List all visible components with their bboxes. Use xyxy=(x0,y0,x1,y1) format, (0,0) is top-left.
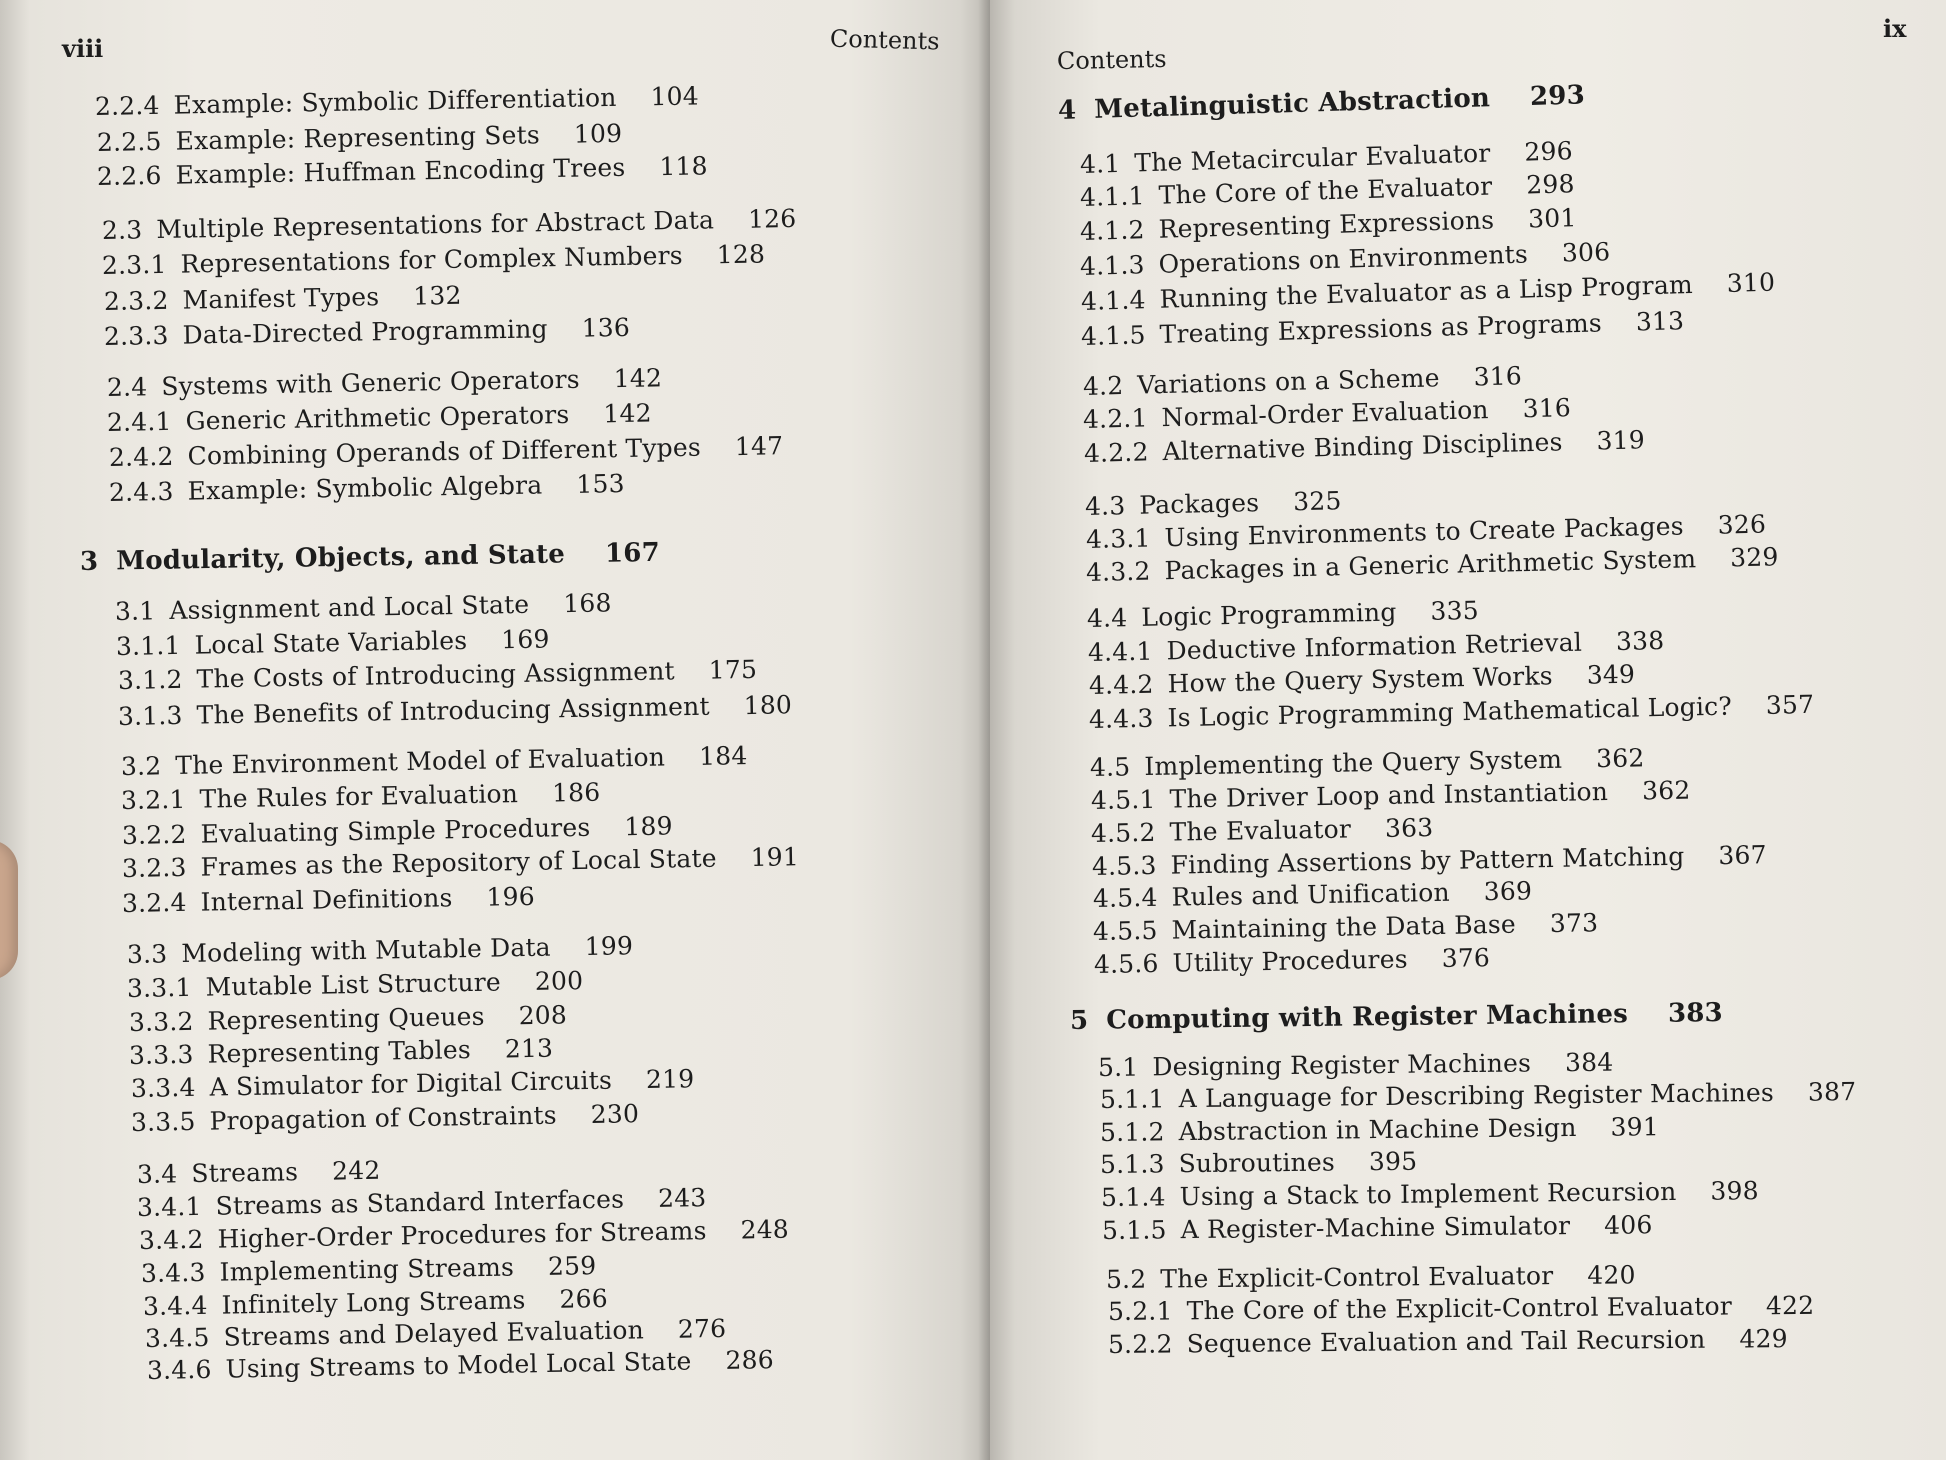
page-ref: 199 xyxy=(584,931,634,962)
toc-chapter xyxy=(80,538,660,577)
page-ref: 180 xyxy=(743,690,793,721)
section-title: Normal-Order Evaluation xyxy=(1161,395,1490,433)
section-number: 4.4 xyxy=(1086,603,1128,633)
page-ref: 142 xyxy=(613,363,663,394)
section-title: Example: Symbolic Algebra xyxy=(187,470,543,506)
section-number: 2.3.3 xyxy=(103,320,169,351)
section-title: Computing with Register Machines xyxy=(1106,999,1629,1036)
section-title: Frames as the Repository of Local State xyxy=(200,843,717,882)
toc-entry xyxy=(1108,1291,1815,1326)
toc-entry xyxy=(141,1251,597,1288)
section-title: The Rules for Evaluation xyxy=(199,779,519,814)
page-ref: 266 xyxy=(559,1283,609,1314)
toc-entry xyxy=(102,204,797,245)
page-ref: 301 xyxy=(1527,203,1577,234)
section-number: 5.2 xyxy=(1105,1264,1147,1294)
section-title: Streams as Standard Interfaces xyxy=(215,1184,625,1221)
toc-entry xyxy=(137,1156,381,1189)
page-ref: 362 xyxy=(1641,775,1691,806)
page-ref: 376 xyxy=(1441,943,1491,973)
section-number: 3.3.4 xyxy=(130,1072,196,1103)
toc-entry xyxy=(1100,1077,1857,1114)
section-title: Data-Directed Programming xyxy=(182,314,548,350)
section-number: 2.4.1 xyxy=(106,406,172,437)
section-number: 2.3 xyxy=(101,215,143,245)
section-title: Sequence Evaluation and Tail Recursion xyxy=(1186,1324,1706,1359)
section-title: The Environment Model of Evaluation xyxy=(175,742,666,781)
toc-entry xyxy=(1085,486,1342,521)
section-title: The Metacircular Evaluator xyxy=(1133,138,1491,178)
section-title: Streams xyxy=(191,1157,299,1189)
toc-entry xyxy=(127,966,584,1003)
page-ref: 429 xyxy=(1739,1324,1788,1354)
section-number: 4.3 xyxy=(1084,491,1126,521)
section-number: 3.4.2 xyxy=(138,1224,204,1255)
page-ref: 362 xyxy=(1595,743,1645,774)
section-title: Combining Operands of Different Types xyxy=(187,432,702,471)
page-ref: 422 xyxy=(1765,1290,1815,1321)
section-title: Manifest Types xyxy=(182,282,380,315)
page-ref: 242 xyxy=(331,1155,381,1186)
page-ref: 293 xyxy=(1529,80,1586,112)
toc-entry xyxy=(102,239,766,280)
section-title: Implementing Streams xyxy=(219,1252,515,1287)
section-title: How the Query System Works xyxy=(1167,661,1554,699)
section-number: 3.3.2 xyxy=(128,1006,194,1037)
section-title: Rules and Unification xyxy=(1171,877,1450,912)
section-number: 3.2.4 xyxy=(121,887,187,918)
section-number: 4.1.5 xyxy=(1080,320,1146,351)
section-number: 3.3 xyxy=(126,939,168,969)
page-ref: 391 xyxy=(1610,1112,1660,1142)
page-ref: 248 xyxy=(740,1214,790,1245)
section-title: Infinitely Long Streams xyxy=(221,1285,526,1320)
section-number: 4.2.1 xyxy=(1082,403,1148,434)
section-number: 2.3.1 xyxy=(101,249,167,280)
section-title: Representations for Complex Numbers xyxy=(180,240,683,279)
toc-entry xyxy=(97,119,623,157)
section-title: Representing Queues xyxy=(207,1001,485,1036)
page-ref: 200 xyxy=(534,966,584,996)
section-number: 4.5.1 xyxy=(1090,784,1156,815)
toc-entry xyxy=(127,931,634,969)
toc-entry xyxy=(115,588,612,626)
page-ref: 357 xyxy=(1765,689,1815,720)
page-ref: 306 xyxy=(1561,237,1611,268)
page-ref: 167 xyxy=(604,537,661,569)
page-ref: 316 xyxy=(1473,361,1523,392)
toc-entry xyxy=(1102,1210,1653,1245)
page-ref: 126 xyxy=(747,203,797,234)
section-number: 4.5.4 xyxy=(1092,882,1158,913)
page-ref: 373 xyxy=(1549,908,1599,939)
toc-entry xyxy=(122,882,535,918)
section-title: Example: Huffman Encoding Trees xyxy=(175,152,626,190)
page-ref: 259 xyxy=(547,1251,597,1281)
page-ref: 104 xyxy=(650,81,700,112)
page-ref: 208 xyxy=(518,1000,568,1031)
page-ref: 184 xyxy=(698,741,748,771)
page-ref: 230 xyxy=(590,1099,640,1129)
toc-entry xyxy=(121,778,601,815)
section-title: A Register-Machine Simulator xyxy=(1180,1211,1571,1245)
toc-entry xyxy=(104,313,631,351)
toc-entry xyxy=(95,81,699,121)
section-number: 4.4.3 xyxy=(1088,703,1154,734)
section-title: Abstraction in Machine Design xyxy=(1178,1113,1577,1147)
toc-entry xyxy=(1093,876,1533,913)
section-title: Treating Expressions as Programs xyxy=(1159,308,1603,349)
section-title: The Core of the Evaluator xyxy=(1158,171,1493,210)
section-number: 5.1.3 xyxy=(1099,1149,1165,1179)
page-ref: 213 xyxy=(504,1033,554,1064)
page-ref: 338 xyxy=(1615,625,1665,656)
section-number: 5.2.2 xyxy=(1107,1329,1173,1359)
section-number: 3.4.5 xyxy=(144,1322,210,1353)
page-ref: 384 xyxy=(1564,1047,1614,1078)
section-title: The Benefits of Introducing Assignment xyxy=(196,691,710,730)
page-ref: 313 xyxy=(1635,306,1685,337)
section-title: Metalinguistic Abstraction xyxy=(1093,83,1491,125)
section-number: 3.4 xyxy=(136,1159,178,1189)
toc-entry xyxy=(121,741,748,781)
section-number: 4.2.2 xyxy=(1083,437,1149,468)
toc-chapter xyxy=(1070,998,1723,1036)
toc-entry xyxy=(122,811,673,850)
section-title: Is Logic Programming Mathematical Logic? xyxy=(1167,691,1733,733)
section-title: Local State Variables xyxy=(194,625,468,660)
section-title: Internal Definitions xyxy=(200,883,453,917)
section-number: 5.1.4 xyxy=(1100,1182,1166,1212)
section-number: 2.2.4 xyxy=(94,90,160,121)
page-ref: 398 xyxy=(1710,1176,1759,1206)
section-title: Using Streams to Model Local State xyxy=(225,1346,692,1384)
section-number: 4.1.1 xyxy=(1079,181,1146,212)
page-ref: 118 xyxy=(659,151,709,182)
page-ref: 329 xyxy=(1729,542,1779,573)
page-ref: 387 xyxy=(1807,1077,1857,1107)
section-title: Evaluating Simple Procedures xyxy=(200,812,591,849)
page-ref: 298 xyxy=(1525,169,1576,200)
page-ref: 219 xyxy=(645,1064,695,1095)
section-number: 5.2.1 xyxy=(1107,1296,1173,1326)
section-title: Designing Register Machines xyxy=(1152,1048,1532,1082)
page-ref: 367 xyxy=(1718,840,1767,871)
page-ref: 189 xyxy=(624,811,673,842)
section-number: 4.1 xyxy=(1079,148,1121,179)
page-ref: 243 xyxy=(657,1183,707,1213)
section-number: 4.2 xyxy=(1082,371,1124,401)
section-title: Logic Programming xyxy=(1141,597,1397,632)
section-title: Example: Symbolic Differentiation xyxy=(173,82,617,120)
right-page xyxy=(990,0,1946,1460)
section-title: Systems with Generic Operators xyxy=(161,364,581,402)
section-number: 3.1 xyxy=(114,596,156,626)
toc-entry xyxy=(109,431,784,472)
section-title: Assignment and Local State xyxy=(169,589,530,626)
toc-entry xyxy=(97,151,708,191)
toc-entry xyxy=(118,655,758,695)
toc-entry xyxy=(1101,1176,1759,1212)
section-number: 3 xyxy=(79,546,99,577)
page-ref: 142 xyxy=(603,398,652,429)
section-title: Finding Assertions by Pattern Matching xyxy=(1170,841,1685,880)
section-number: 4.1.4 xyxy=(1080,285,1147,316)
toc-entry xyxy=(137,1183,707,1222)
toc-entry xyxy=(118,690,793,731)
page-ref: 175 xyxy=(708,654,758,685)
section-number: 4.5 xyxy=(1089,752,1131,782)
section-title: Packages xyxy=(1139,488,1260,520)
toc-entry xyxy=(1092,840,1767,881)
section-number: 4.5.3 xyxy=(1091,850,1157,881)
page-ref: 276 xyxy=(677,1313,727,1344)
page-ref: 326 xyxy=(1717,509,1767,540)
section-title: Running the Evaluator as a Lisp Program xyxy=(1159,269,1694,314)
section-title: Mutable List Structure xyxy=(205,967,502,1002)
section-number: 3.1.2 xyxy=(117,664,183,695)
toc-entry xyxy=(1100,1112,1659,1147)
section-title: Example: Representing Sets xyxy=(175,120,541,156)
toc-entry xyxy=(1108,1324,1788,1359)
toc-list xyxy=(990,0,1946,1460)
toc-entry xyxy=(131,1064,695,1103)
toc-entry xyxy=(129,1034,554,1070)
section-title: Subroutines xyxy=(1178,1147,1336,1179)
section-title: The Evaluator xyxy=(1169,814,1352,847)
section-number: 2.3.2 xyxy=(103,285,169,316)
section-title: A Language for Describing Register Machines xyxy=(1178,1077,1775,1114)
section-number: 3.4.3 xyxy=(140,1257,206,1288)
section-number: 5.1.5 xyxy=(1101,1215,1167,1245)
page-number: ix xyxy=(1883,14,1907,43)
toc-entry xyxy=(1087,596,1479,633)
running-head: Contents xyxy=(829,24,940,56)
section-title: Multiple Representations for Abstract Data xyxy=(156,205,715,245)
section-number: 2.2.6 xyxy=(96,160,162,191)
page-ref: 147 xyxy=(734,431,784,462)
section-title: Higher-Order Procedures for Streams xyxy=(217,1216,707,1254)
section-number: 4 xyxy=(1057,95,1077,126)
page-ref: 286 xyxy=(725,1345,775,1375)
toc-entry xyxy=(1091,813,1434,848)
section-title: Using Environments to Create Packages xyxy=(1164,511,1685,553)
section-title: Streams and Delayed Evaluation xyxy=(223,1315,645,1352)
section-number: 2.2.5 xyxy=(96,126,162,157)
section-number: 4.5.2 xyxy=(1090,817,1156,848)
section-number: 3.1.3 xyxy=(117,700,183,731)
toc-entry xyxy=(131,1099,640,1137)
section-title: Variations on a Scheme xyxy=(1136,363,1440,400)
toc-entry xyxy=(1089,660,1636,700)
toc-entry xyxy=(109,469,625,507)
section-number: 4.3.2 xyxy=(1085,556,1151,587)
section-number: 3.3.1 xyxy=(126,972,192,1003)
section-title: Implementing the Query System xyxy=(1144,744,1563,782)
page-ref: 383 xyxy=(1667,998,1724,1029)
toc-entry xyxy=(1091,776,1691,815)
toc-entry xyxy=(1106,1260,1636,1294)
toc-entry xyxy=(1094,943,1491,979)
page-ref: 168 xyxy=(563,588,612,619)
toc-entry xyxy=(143,1284,608,1321)
toc-entry xyxy=(1100,1147,1418,1179)
section-title: Maintaining the Data Base xyxy=(1171,909,1517,945)
section-number: 4.1.3 xyxy=(1079,250,1146,281)
toc-entry xyxy=(116,624,550,661)
page-ref: 153 xyxy=(576,469,625,499)
section-title: The Driver Loop and Instantiation xyxy=(1169,776,1609,814)
section-number: 4.5.6 xyxy=(1093,948,1159,979)
page-ref: 325 xyxy=(1292,486,1342,517)
page-ref: 196 xyxy=(486,881,536,912)
section-title: Modeling with Mutable Data xyxy=(181,932,552,969)
page-ref: 186 xyxy=(551,777,601,808)
section-title: Deductive Information Retrieval xyxy=(1166,627,1583,666)
toc-entry xyxy=(1093,908,1599,946)
section-title: Propagation of Constraints xyxy=(209,1100,558,1136)
section-title: The Explicit-Control Evaluator xyxy=(1160,1261,1554,1294)
section-number: 2.4 xyxy=(106,372,148,402)
section-number: 4.4.2 xyxy=(1088,669,1154,700)
toc-entry xyxy=(122,842,799,883)
section-number: 4.4.1 xyxy=(1087,636,1153,667)
section-number: 5.1.2 xyxy=(1099,1117,1165,1147)
toc-entry xyxy=(139,1215,789,1255)
section-title: The Costs of Introducing Assignment xyxy=(196,656,676,694)
section-number: 3.3.3 xyxy=(128,1039,194,1070)
section-number: 3.4.4 xyxy=(142,1290,208,1321)
page-ref: 191 xyxy=(750,842,800,873)
section-number: 4.3.1 xyxy=(1085,523,1151,554)
section-title: Utility Procedures xyxy=(1172,944,1408,978)
page-ref: 132 xyxy=(413,280,462,311)
section-number: 3.1.1 xyxy=(115,630,181,661)
section-number: 3.2.1 xyxy=(120,784,186,815)
section-title: Packages in a Generic Arithmetic System xyxy=(1164,544,1697,586)
section-title: Representing Expressions xyxy=(1158,205,1495,244)
page-number: viii xyxy=(62,34,104,63)
section-title: Using a Stack to Implement Recursion xyxy=(1179,1176,1677,1212)
section-title: Modularity, Objects, and State xyxy=(116,539,566,577)
toc-entry xyxy=(107,398,652,437)
section-number: 4.1.2 xyxy=(1079,215,1146,246)
section-title: Alternative Binding Disciplines xyxy=(1162,427,1563,467)
section-number: 3.4.6 xyxy=(146,1354,212,1385)
page-ref: 316 xyxy=(1522,393,1572,424)
section-number: 3.2.2 xyxy=(121,819,187,850)
section-number: 3.2.3 xyxy=(121,852,187,883)
page-ref: 136 xyxy=(581,312,631,343)
toc-chapter xyxy=(1058,80,1586,126)
page-ref: 395 xyxy=(1368,1146,1418,1177)
section-number: 3.3.5 xyxy=(130,1106,196,1137)
page-ref: 420 xyxy=(1587,1260,1636,1290)
page-ref: 349 xyxy=(1586,659,1636,690)
toc-entry xyxy=(129,1000,568,1037)
page-ref: 406 xyxy=(1604,1210,1653,1240)
section-number: 5 xyxy=(1069,1005,1089,1036)
page-ref: 363 xyxy=(1384,813,1434,843)
page-ref: 310 xyxy=(1726,267,1776,298)
section-number: 5.1.1 xyxy=(1099,1084,1165,1114)
page-ref: 319 xyxy=(1596,425,1646,456)
page-ref: 169 xyxy=(501,624,550,655)
page-ref: 296 xyxy=(1524,136,1574,167)
page-ref: 369 xyxy=(1483,876,1533,907)
section-number: 2.4.3 xyxy=(108,476,174,507)
page-ref: 109 xyxy=(573,118,623,149)
page-ref: 128 xyxy=(716,239,766,270)
toc-entry xyxy=(1098,1048,1614,1082)
section-title: Operations on Environments xyxy=(1158,239,1529,279)
section-title: Representing Tables xyxy=(207,1035,472,1069)
section-number: 5.1 xyxy=(1097,1052,1139,1082)
toc-entry xyxy=(107,363,663,402)
section-number: 4.5.5 xyxy=(1092,915,1158,946)
section-title: The Core of the Explicit-Control Evaluator xyxy=(1186,1291,1733,1326)
section-number: 3.4.1 xyxy=(136,1191,202,1222)
toc-entry xyxy=(104,281,462,316)
section-number: 3.2 xyxy=(120,751,162,781)
section-number: 2.4.2 xyxy=(108,441,174,472)
toc-entry xyxy=(1090,743,1645,782)
running-head: Contents xyxy=(1056,44,1167,76)
page-ref: 335 xyxy=(1430,595,1480,626)
section-title: Generic Arithmetic Operators xyxy=(185,399,570,436)
section-title: A Simulator for Digital Circuits xyxy=(209,1065,613,1102)
